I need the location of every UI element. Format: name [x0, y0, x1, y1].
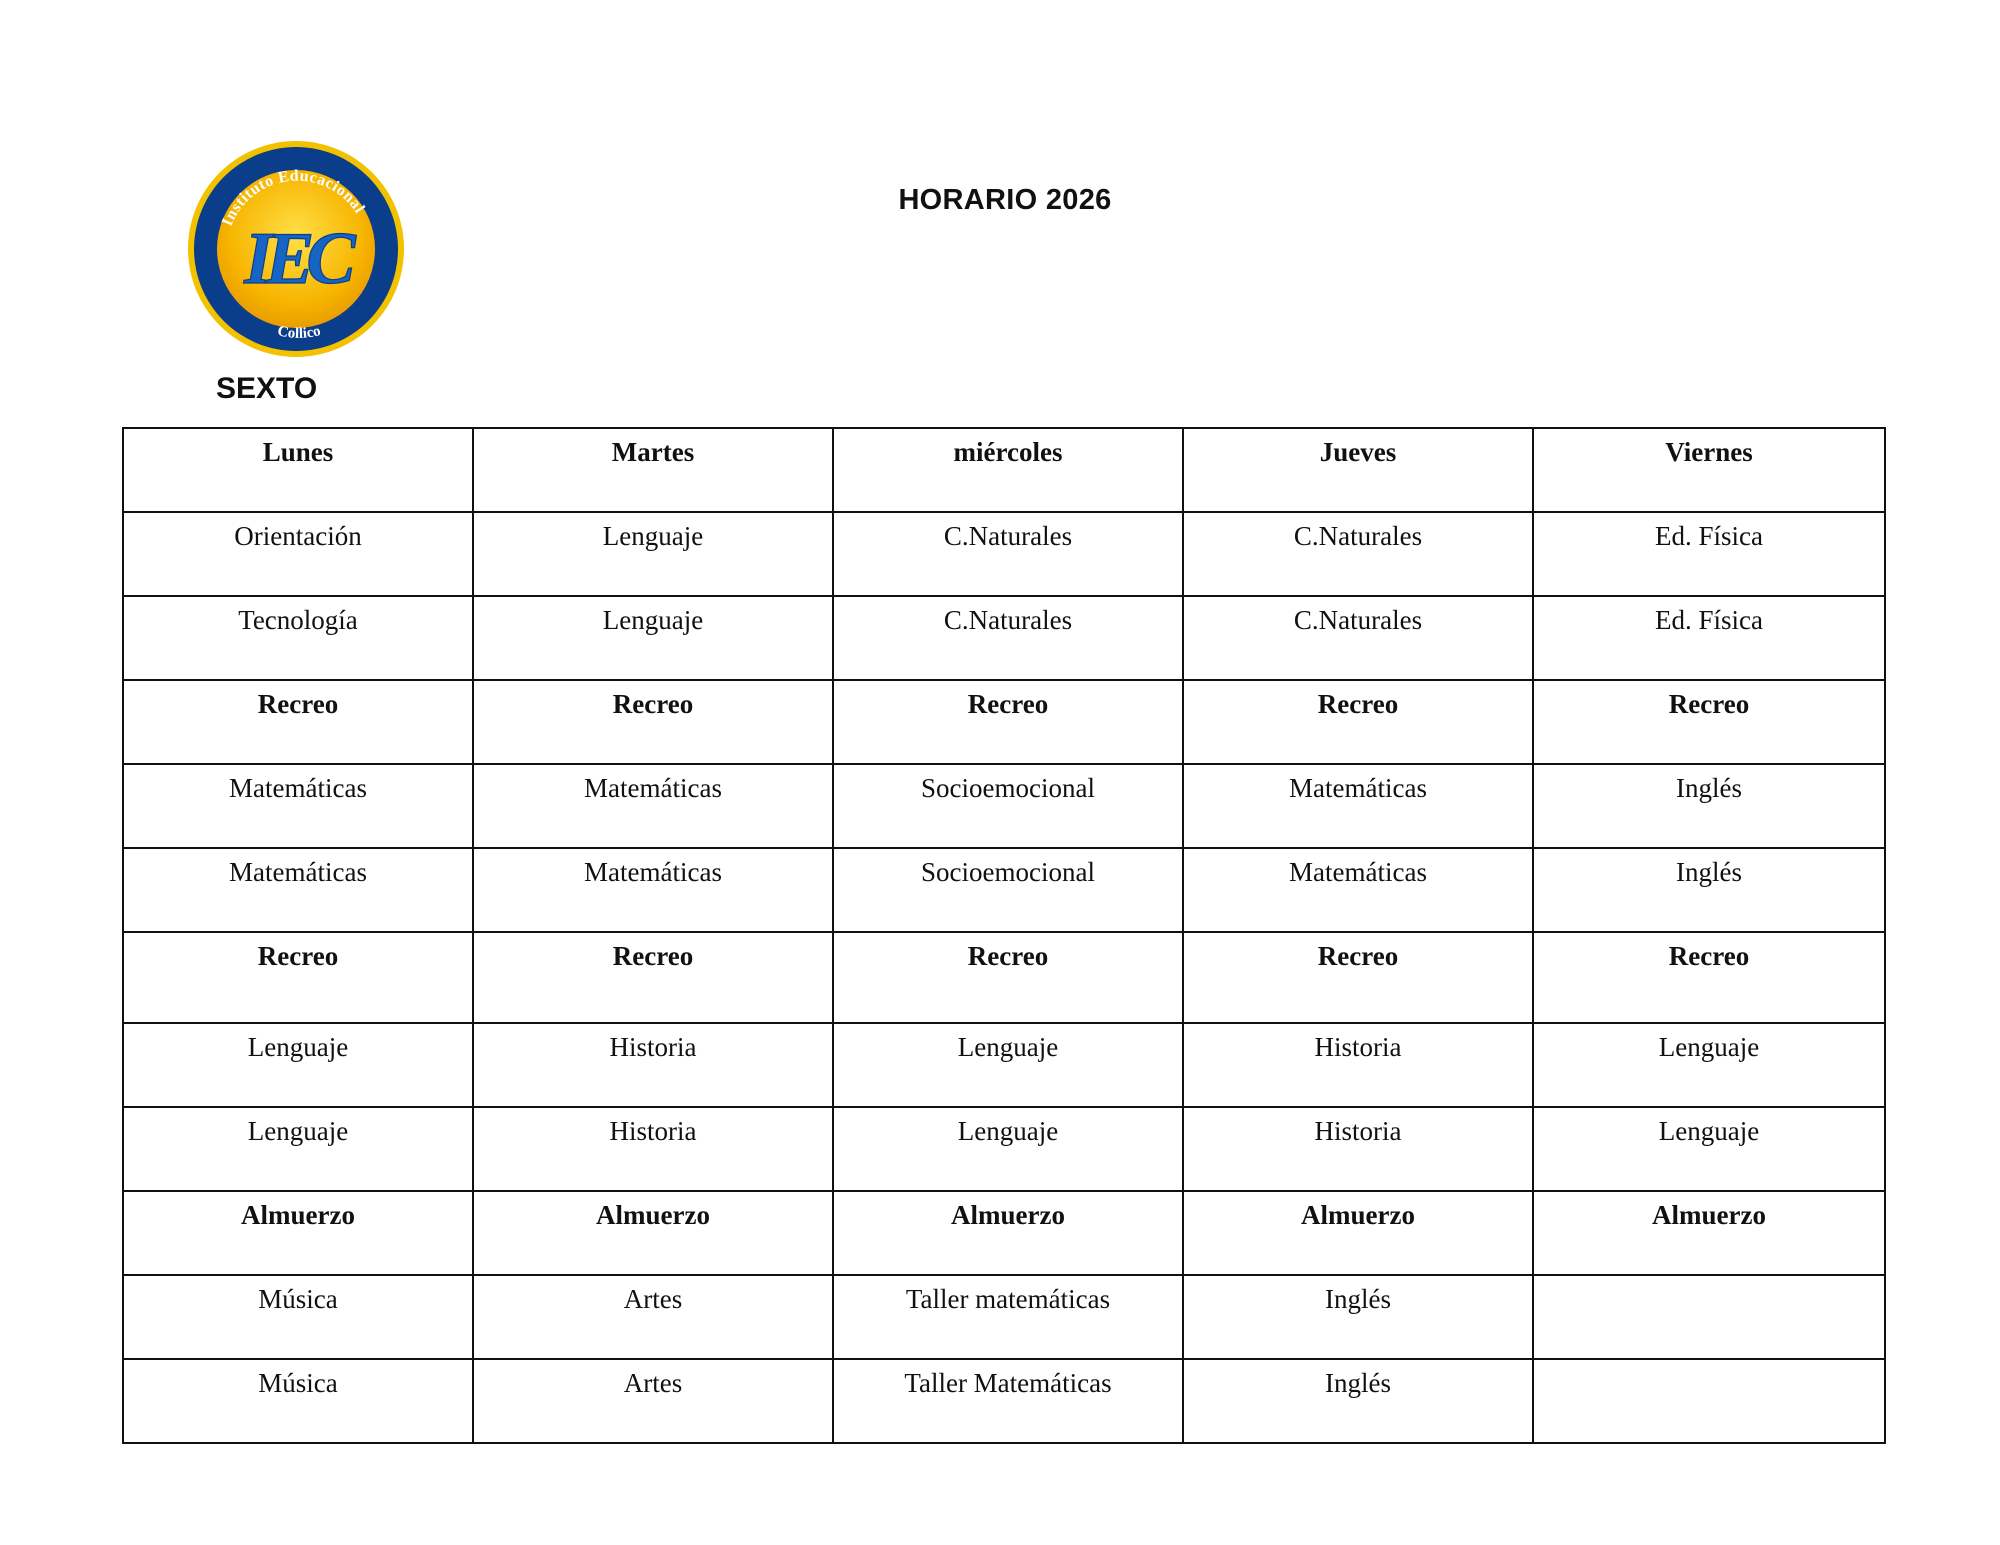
table-cell: Inglés: [1183, 1359, 1533, 1443]
table-cell: Recreo: [1183, 932, 1533, 1023]
svg-text:IEC: IEC: [244, 218, 348, 300]
table-cell: Taller matemáticas: [833, 1275, 1183, 1359]
table-cell: Taller Matemáticas: [833, 1359, 1183, 1443]
table-cell: Almuerzo: [473, 1191, 833, 1275]
table-cell: Matemáticas: [123, 764, 473, 848]
table-row: [123, 1275, 1885, 1359]
table-cell: C.Naturales: [833, 512, 1183, 596]
table-cell: Historia: [473, 1107, 833, 1191]
table-cell: [1533, 1275, 1885, 1359]
table-row-break: [123, 932, 1885, 1023]
table-cell: Lenguaje: [833, 1023, 1183, 1107]
table-cell: Música: [123, 1359, 473, 1443]
table-cell: Inglés: [1533, 764, 1885, 848]
table-cell: Recreo: [833, 932, 1183, 1023]
table-cell: Almuerzo: [1183, 1191, 1533, 1275]
table-cell: Orientación: [123, 512, 473, 596]
table-cell: Historia: [1183, 1023, 1533, 1107]
table-cell: C.Naturales: [1183, 512, 1533, 596]
svg-text:Collico: Collico: [275, 323, 323, 342]
table-cell: Historia: [1183, 1107, 1533, 1191]
table-row: [123, 1107, 1885, 1191]
table-cell: Socioemocional: [833, 848, 1183, 932]
table-cell: Música: [123, 1275, 473, 1359]
table-row: [123, 596, 1885, 680]
schedule-table: [122, 427, 1886, 1444]
table-cell: Matemáticas: [473, 764, 833, 848]
table-cell: Artes: [473, 1359, 833, 1443]
table-row: [123, 1359, 1885, 1443]
table-cell: Recreo: [1533, 680, 1885, 764]
table-cell: Matemáticas: [1183, 848, 1533, 932]
table-cell: C.Naturales: [833, 596, 1183, 680]
school-seal-icon: [187, 140, 405, 358]
table-cell: Matemáticas: [123, 848, 473, 932]
table-header-row: [123, 428, 1885, 512]
table-cell: Lenguaje: [1533, 1107, 1885, 1191]
table-cell: Inglés: [1533, 848, 1885, 932]
table-cell: Ed. Física: [1533, 512, 1885, 596]
table-cell: Almuerzo: [833, 1191, 1183, 1275]
table-cell: Recreo: [1183, 680, 1533, 764]
table-row: [123, 764, 1885, 848]
table-cell: Socioemocional: [833, 764, 1183, 848]
table-cell: C.Naturales: [1183, 596, 1533, 680]
table-row-break: [123, 1191, 1885, 1275]
table-cell: Inglés: [1183, 1275, 1533, 1359]
table-cell: Historia: [473, 1023, 833, 1107]
table-cell: Matemáticas: [473, 848, 833, 932]
page-title: HORARIO 2026: [898, 184, 1112, 216]
svg-text:Instituto Educacional: Instituto Educacional: [218, 167, 368, 229]
table-cell: Lenguaje: [123, 1107, 473, 1191]
table-cell: Ed. Física: [1533, 596, 1885, 680]
table-cell: Recreo: [123, 932, 473, 1023]
table-cell: Artes: [473, 1275, 833, 1359]
table-cell: Matemáticas: [1183, 764, 1533, 848]
table-row: [123, 512, 1885, 596]
table-row: [123, 1023, 1885, 1107]
table-cell: Lenguaje: [1533, 1023, 1885, 1107]
table-cell: Recreo: [833, 680, 1183, 764]
table-row: [123, 848, 1885, 932]
day-header-jueves: Jueves: [1183, 428, 1533, 512]
day-header-martes: Martes: [473, 428, 833, 512]
table-cell: Lenguaje: [123, 1023, 473, 1107]
table-cell: Lenguaje: [473, 512, 833, 596]
table-cell: Almuerzo: [1533, 1191, 1885, 1275]
school-logo: [187, 140, 405, 358]
table-cell: Lenguaje: [833, 1107, 1183, 1191]
table-cell: Almuerzo: [123, 1191, 473, 1275]
table-cell: [1533, 1359, 1885, 1443]
table-cell: Recreo: [473, 680, 833, 764]
table-cell: Recreo: [123, 680, 473, 764]
day-header-viernes: Viernes: [1533, 428, 1885, 512]
table-cell: Tecnología: [123, 596, 473, 680]
table-cell: Lenguaje: [473, 596, 833, 680]
course-label: SEXTO: [216, 372, 318, 405]
table-cell: Recreo: [473, 932, 833, 1023]
table-cell: Recreo: [1533, 932, 1885, 1023]
day-header-lunes: Lunes: [123, 428, 473, 512]
day-header-miercoles: miércoles: [833, 428, 1183, 512]
table-row-break: [123, 680, 1885, 764]
